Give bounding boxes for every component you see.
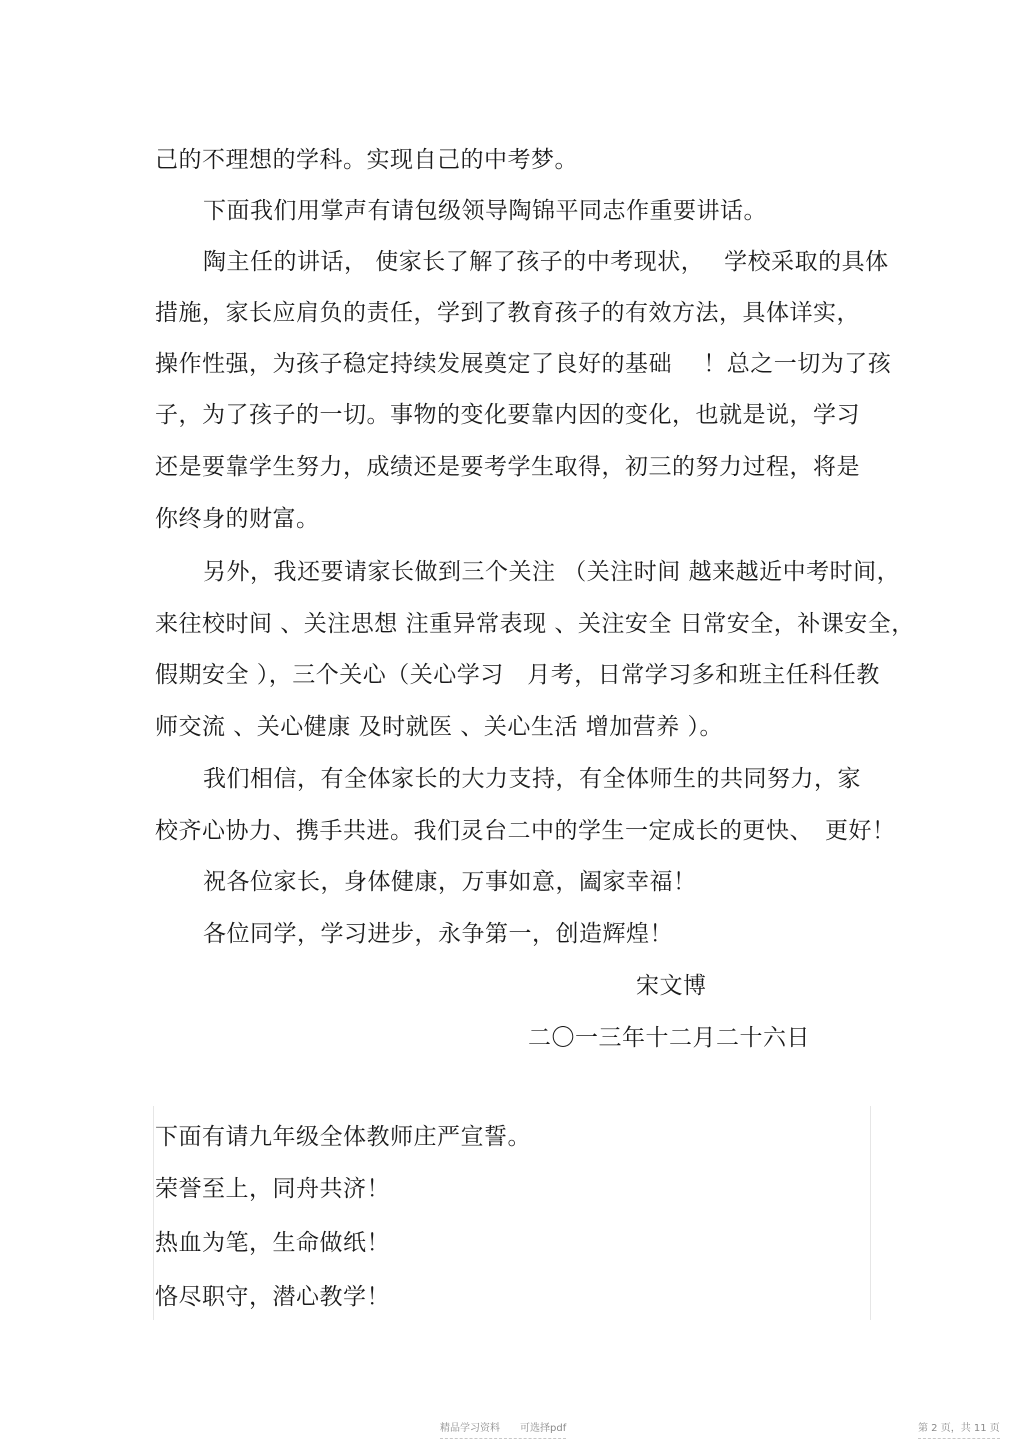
body-line: 操作性强，为孩子稳定持续发展奠定了良好的基础 ！总之一切为了孩 bbox=[155, 351, 892, 377]
body-line: 来往校时间 、关注思想 注重异常表现 、关注安全 日常安全，补课安全， bbox=[155, 611, 915, 637]
page-number: 第 2 页，共 11 页 bbox=[918, 1419, 1000, 1439]
body-line: 祝各位家长，身体健康，万事如意，阖家幸福！ bbox=[203, 869, 697, 895]
footer-watermark: 精品学习资料 可选择pdf bbox=[440, 1419, 566, 1439]
body-line: 各位同学，学习进步，永争第一，创造辉煌！ bbox=[203, 921, 673, 947]
body-line: 措施，家长应肩负的责任，学到了教育孩子的有效方法，具体详实， bbox=[155, 300, 860, 326]
body-line: 假期安全 ），三个关心（关心学习 月考，日常学习多和班主任科任教 bbox=[155, 662, 880, 688]
body-line: 还是要靠学生努力，成绩还是要考学生取得，初三的努力过程，将是 bbox=[155, 454, 860, 480]
oath-line: 荣誉至上，同舟共济！ bbox=[155, 1176, 390, 1202]
oath-line: 恪尽职守，潜心教学！ bbox=[155, 1284, 390, 1310]
body-line: 我们相信，有全体家长的大力支持，有全体师生的共同努力，家 bbox=[203, 766, 861, 792]
signature-name: 宋文博 bbox=[636, 973, 707, 999]
oath-line: 下面有请九年级全体教师庄严宣誓。 bbox=[155, 1124, 531, 1150]
body-line: 另外，我还要请家长做到三个关注 （关注时间 越来越近中考时间， bbox=[203, 559, 901, 585]
body-line: 校齐心协力、携手共进。我们灵台二中的学生一定成长的更快、 更好！ bbox=[155, 818, 896, 844]
signature-date: 二〇一三年十二月二十六日 bbox=[528, 1025, 810, 1051]
body-line: 你终身的财富。 bbox=[155, 506, 320, 532]
body-line: 己的不理想的学科。实现自己的中考梦。 bbox=[155, 147, 578, 173]
body-line: 下面我们用掌声有请包级领导陶锦平同志作重要讲话。 bbox=[203, 198, 767, 224]
oath-line: 热血为笔，生命做纸！ bbox=[155, 1230, 390, 1256]
body-line: 陶主任的讲话， 使家长了解了孩子的中考现状， 学校采取的具体 bbox=[203, 249, 889, 275]
body-line: 子，为了孩子的一切。事物的变化要靠内因的变化，也就是说，学习 bbox=[155, 402, 860, 428]
body-line: 师交流 、关心健康 及时就医 、关心生活 增加营养 ）。 bbox=[155, 714, 724, 740]
